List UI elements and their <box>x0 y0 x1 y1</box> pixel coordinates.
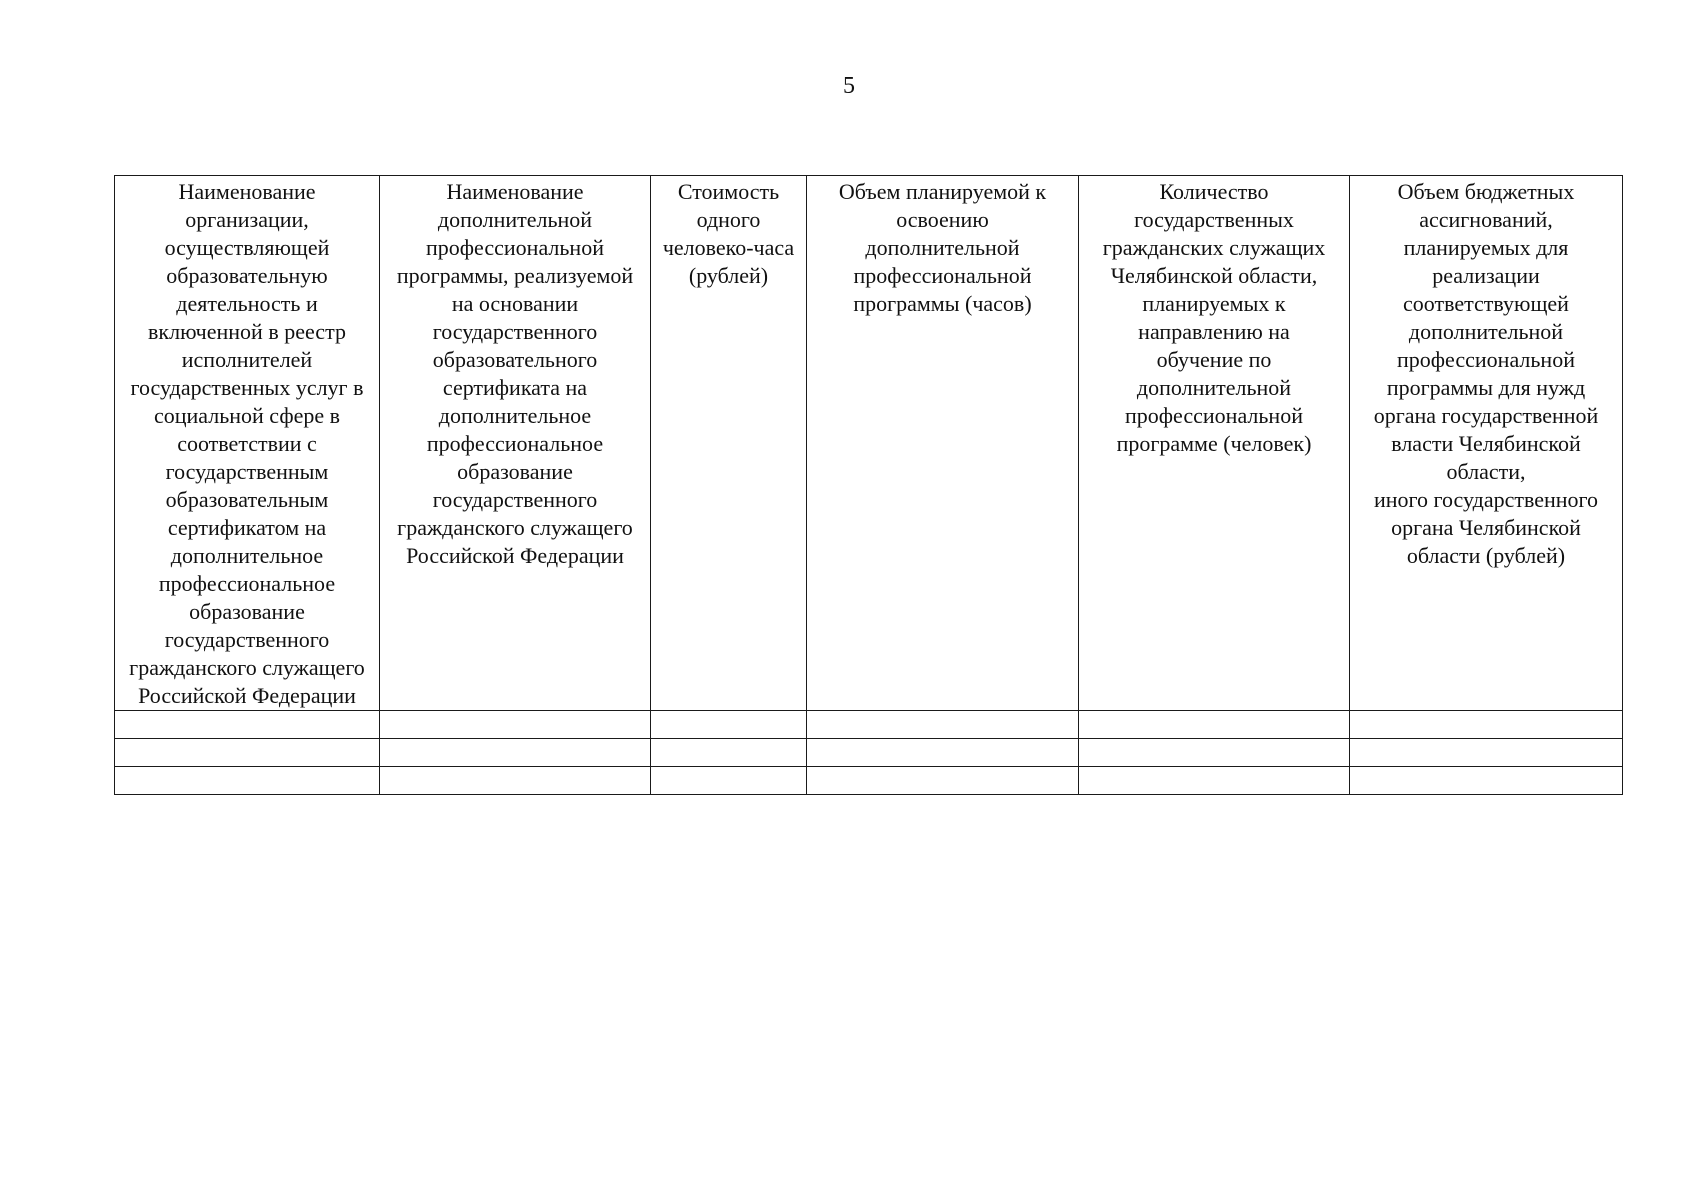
table-row <box>115 767 1623 795</box>
header-budget-allocation: Объем бюджетных ассигнований, планируемых для реализации соответствующей дополнительной профессиональной программы для нужд органа государственной власти Челябинской области, иного государственного органа Челябинской области (рублей) <box>1350 176 1623 711</box>
certificate-table <box>114 175 1623 795</box>
table-cell <box>807 739 1079 767</box>
header-program-hours: Объем планируемой к освоению дополнительной профессиональной программы (часов) <box>807 176 1079 711</box>
table-cell <box>380 767 651 795</box>
table-cell <box>651 767 807 795</box>
table-cell <box>1350 739 1623 767</box>
table-cell <box>115 711 380 739</box>
table-cell <box>115 767 380 795</box>
table-header-row <box>115 176 1623 711</box>
table-header <box>115 176 1623 711</box>
table-cell <box>115 739 380 767</box>
table-cell <box>651 711 807 739</box>
header-cost-per-hour: Стоимость одного человеко-часа (рублей) <box>651 176 807 711</box>
table-cell <box>1079 739 1350 767</box>
table-row <box>115 739 1623 767</box>
table-cell <box>1079 711 1350 739</box>
table-body <box>115 711 1623 795</box>
header-program-name: Наименование дополнительной профессиональной программы, реализуемой на основании государственного образовательного сертификата на дополнительное профессиональное образование государственного гражданского служащего Российской Федерации <box>380 176 651 711</box>
header-employee-count: Количество государственных гражданских служащих Челябинской области, планируемых к направлению на обучение по дополнительной профессиональной программе (человек) <box>1079 176 1350 711</box>
header-organization-name: Наименование организации, осуществляющей образовательную деятельность и включенной в реестр исполнителей государственных услуг в социальной сфере в соответствии с государственным образовательным сертификатом на дополнительное профессиональное образование государственного гражданского служащего Российской Федерации <box>115 176 380 711</box>
table-cell <box>380 711 651 739</box>
table-cell <box>1350 711 1623 739</box>
table-row <box>115 711 1623 739</box>
page-number: 5 <box>843 73 855 99</box>
table-cell <box>807 767 1079 795</box>
table-cell <box>1350 767 1623 795</box>
table-cell <box>807 711 1079 739</box>
table-cell <box>1079 767 1350 795</box>
table-cell <box>380 739 651 767</box>
table-cell <box>651 739 807 767</box>
